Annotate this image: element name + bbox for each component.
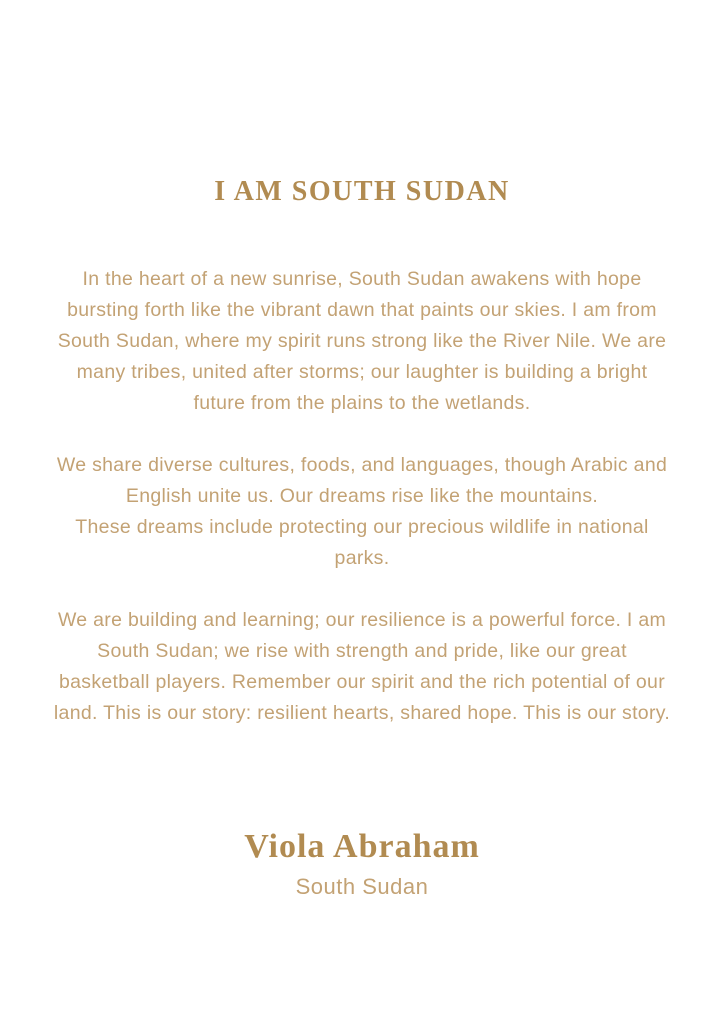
paragraph-2 (52, 450, 672, 574)
signature-block (0, 828, 724, 900)
paragraph-1: In the heart of a new sunrise, South Sudan awakens with hope bursting forth like the vibrant dawn that paints our skies. I am from South Sudan, where my spirit runs strong like the River Nile. We are many tribes, united after storms; our laughter is building a bright future from the plains to the wetlands. (57, 268, 667, 414)
paragraph-3: We are building and learning; our resilience is a powerful force. I am South Sudan; we rise with strength and pride, like our great basketball players. Remember our spirit and the rich potential of our land. This is our story: resilient hearts, shared hope. This is our story. (53, 609, 671, 724)
author-name: Viola Abraham (244, 828, 480, 865)
paragraph-2-line-1: We share diverse cultures, foods, and languages, though Arabic and English unite us. Our dreams rise like the mountains. (56, 454, 668, 507)
author-country: South Sudan (295, 874, 429, 899)
page-title: I AM SOUTH SUDAN (214, 176, 510, 207)
paragraph-2-line-2: These dreams include protecting our precious wildlife in national parks. (75, 516, 649, 569)
poem-body (52, 264, 672, 729)
